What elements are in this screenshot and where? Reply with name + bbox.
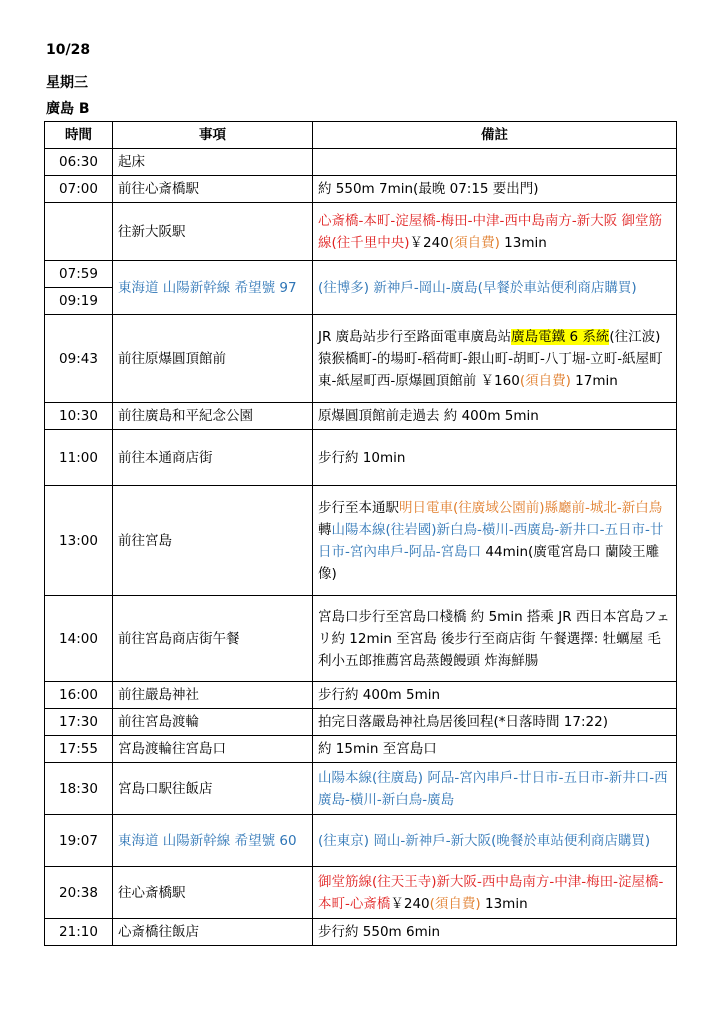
note-cell [313, 430, 677, 486]
table-row [45, 203, 677, 261]
note-cell [313, 596, 677, 682]
time-cell [45, 203, 113, 261]
item-cell: 起床 [113, 149, 313, 176]
time-cell: 10:30 [45, 403, 113, 430]
item-cell: 東海道 山陽新幹線 希望號 60 [113, 815, 313, 867]
note-cell [313, 403, 677, 430]
note-segment: 宮島口步行至宮島口棧橋 約 5min 搭乘 JR 西日本宮島フェリ約 12min 至宮島 後步行至商店街 午餐選擇: 牡蠣屋 毛利小五郎推薦宮島蒸饅饅頭 炸海鮮腸 [318, 608, 670, 669]
note-segment: 山陽本線(往岩國)新白鳥-橫川-西廣島-新井口-五日市-廿日市-宮內串戶-阿品-宮島口 [318, 521, 664, 560]
table-row [45, 682, 677, 709]
note-segment: 轉 [318, 521, 332, 538]
note-cell [313, 203, 677, 261]
time-cell: 13:00 [45, 486, 113, 596]
note-cell [313, 176, 677, 203]
note-segment: 步行約 550m 6min [318, 924, 441, 940]
table-row [45, 261, 677, 288]
item-cell: 前往廣島和平紀念公園 [113, 403, 313, 430]
itinerary-table [44, 121, 677, 946]
note-cell [313, 709, 677, 736]
time-cell: 20:38 [45, 867, 113, 919]
item-cell: 前往本通商店街 [113, 430, 313, 486]
note-segment: 13min [480, 895, 528, 912]
note-segment: 44min(廣電宮島口 蘭陵王雕像) [318, 543, 660, 582]
note-segment: (往東京) 岡山-新神戶-新大阪(晚餐於車站便利商店購買) [318, 832, 651, 849]
note-segment: 13min [499, 234, 547, 251]
item-cell: 前往宮島渡輪 [113, 709, 313, 736]
note-segment: JR 廣島站步行至路面電車廣島站 [318, 328, 512, 345]
note-segment: 御堂筋線(往天王寺)新大阪-西中島南方-中津-梅田-淀屋橋-本町-心斎橋 [318, 873, 664, 912]
note-segment: 步行約 400m 5min [318, 687, 441, 703]
note-cell [313, 261, 677, 315]
time-cell: 11:00 [45, 430, 113, 486]
note-segment: ￥240 [409, 234, 449, 251]
table-row [45, 763, 677, 815]
note-segment: 明日電車(往廣域公園前)縣廳前-城北-新白鳥 [399, 499, 663, 516]
item-cell: 前往宮島 [113, 486, 313, 596]
time-cell: 07:00 [45, 176, 113, 203]
note-segment: 步行至本通駅 [318, 499, 399, 516]
table-row [45, 403, 677, 430]
note-segment: 約 550m 7min(最晚 07:15 要出門) [318, 181, 539, 197]
table-row [45, 815, 677, 867]
note-segment: 心斎橋-本町-淀屋橋-梅田-中津-西中島南方-新大阪 [318, 212, 618, 229]
item-cell: 宮島口駅往飯店 [113, 763, 313, 815]
note-segment: 約 15min 至宮島口 [318, 741, 437, 757]
item-cell: 往新大阪駅 [113, 203, 313, 261]
time-cell: 17:30 [45, 709, 113, 736]
itinerary-title: 廣島 B [46, 101, 90, 117]
note-cell [313, 763, 677, 815]
note-segment: (須自費) [448, 234, 500, 251]
item-cell: 心斎橋往飯店 [113, 919, 313, 946]
time-cell: 16:00 [45, 682, 113, 709]
item-cell: 前往嚴島神社 [113, 682, 313, 709]
table-row [45, 867, 677, 919]
note-segment: 17min [570, 372, 618, 389]
time-cell: 07:59 [45, 261, 113, 288]
time-cell: 09:43 [45, 315, 113, 403]
time-cell: 21:10 [45, 919, 113, 946]
note-cell [313, 815, 677, 867]
note-segment: 拍完日落嚴島神社鳥居後回程(*日落時間 17:22) [318, 714, 608, 730]
note-segment: 原爆圓頂館前走過去 約 400m 5min [318, 408, 539, 424]
weekday-heading: 星期三 [46, 75, 88, 91]
note-cell [313, 682, 677, 709]
item-cell: 前往宮島商店街午餐 [113, 596, 313, 682]
note-segment: 山陽本線(往廣島) 阿品-宮內串戶-廿日市-五日市-新井口-西廣島-橫川-新白鳥-廣島 [318, 769, 668, 808]
table-header-row [45, 122, 677, 149]
time-cell: 19:07 [45, 815, 113, 867]
table-row [45, 596, 677, 682]
time-cell: 06:30 [45, 149, 113, 176]
table-row [45, 736, 677, 763]
column-header-item: 事項 [113, 122, 313, 149]
time-cell: 17:55 [45, 736, 113, 763]
note-segment: (須自費) [519, 372, 571, 389]
column-header-time: 時間 [45, 122, 113, 149]
table-row [45, 176, 677, 203]
note-segment: 廣島電鐵 6 系統 [511, 328, 610, 345]
item-cell: 東海道 山陽新幹線 希望號 97 [113, 261, 313, 315]
note-segment: 步行約 10min [318, 449, 406, 466]
note-cell [313, 867, 677, 919]
note-segment: (須自費) [429, 895, 481, 912]
table-row [45, 709, 677, 736]
table-row [45, 919, 677, 946]
time-cell: 09:19 [45, 288, 113, 315]
item-cell: 前往原爆圓頂館前 [113, 315, 313, 403]
note-segment: ￥240 [390, 895, 430, 912]
item-cell: 宮島渡輪往宮島口 [113, 736, 313, 763]
time-cell: 14:00 [45, 596, 113, 682]
time-cell: 18:30 [45, 763, 113, 815]
note-cell [313, 149, 677, 176]
item-cell: 往心斎橋駅 [113, 867, 313, 919]
table-row [45, 430, 677, 486]
note-cell [313, 315, 677, 403]
table-row [45, 149, 677, 176]
note-segment: (往江波) 猿猴橋町-的場町-稻荷町-銀山町-胡町-八丁堀-立町-紙屋町東-紙屋町西-原爆圓頂館前 ￥160 [318, 328, 663, 389]
note-cell [313, 919, 677, 946]
note-segment: 御堂筋線(往千里中央) [318, 212, 663, 251]
table-row [45, 486, 677, 596]
table-row [45, 315, 677, 403]
date-heading: 10/28 [46, 42, 91, 58]
item-cell: 前往心斎橋駅 [113, 176, 313, 203]
column-header-note: 備註 [313, 122, 677, 149]
note-cell [313, 736, 677, 763]
note-cell [313, 486, 677, 596]
note-segment: (往博多) 新神戶-岡山-廣島(早餐於車站便利商店購買) [318, 279, 637, 296]
